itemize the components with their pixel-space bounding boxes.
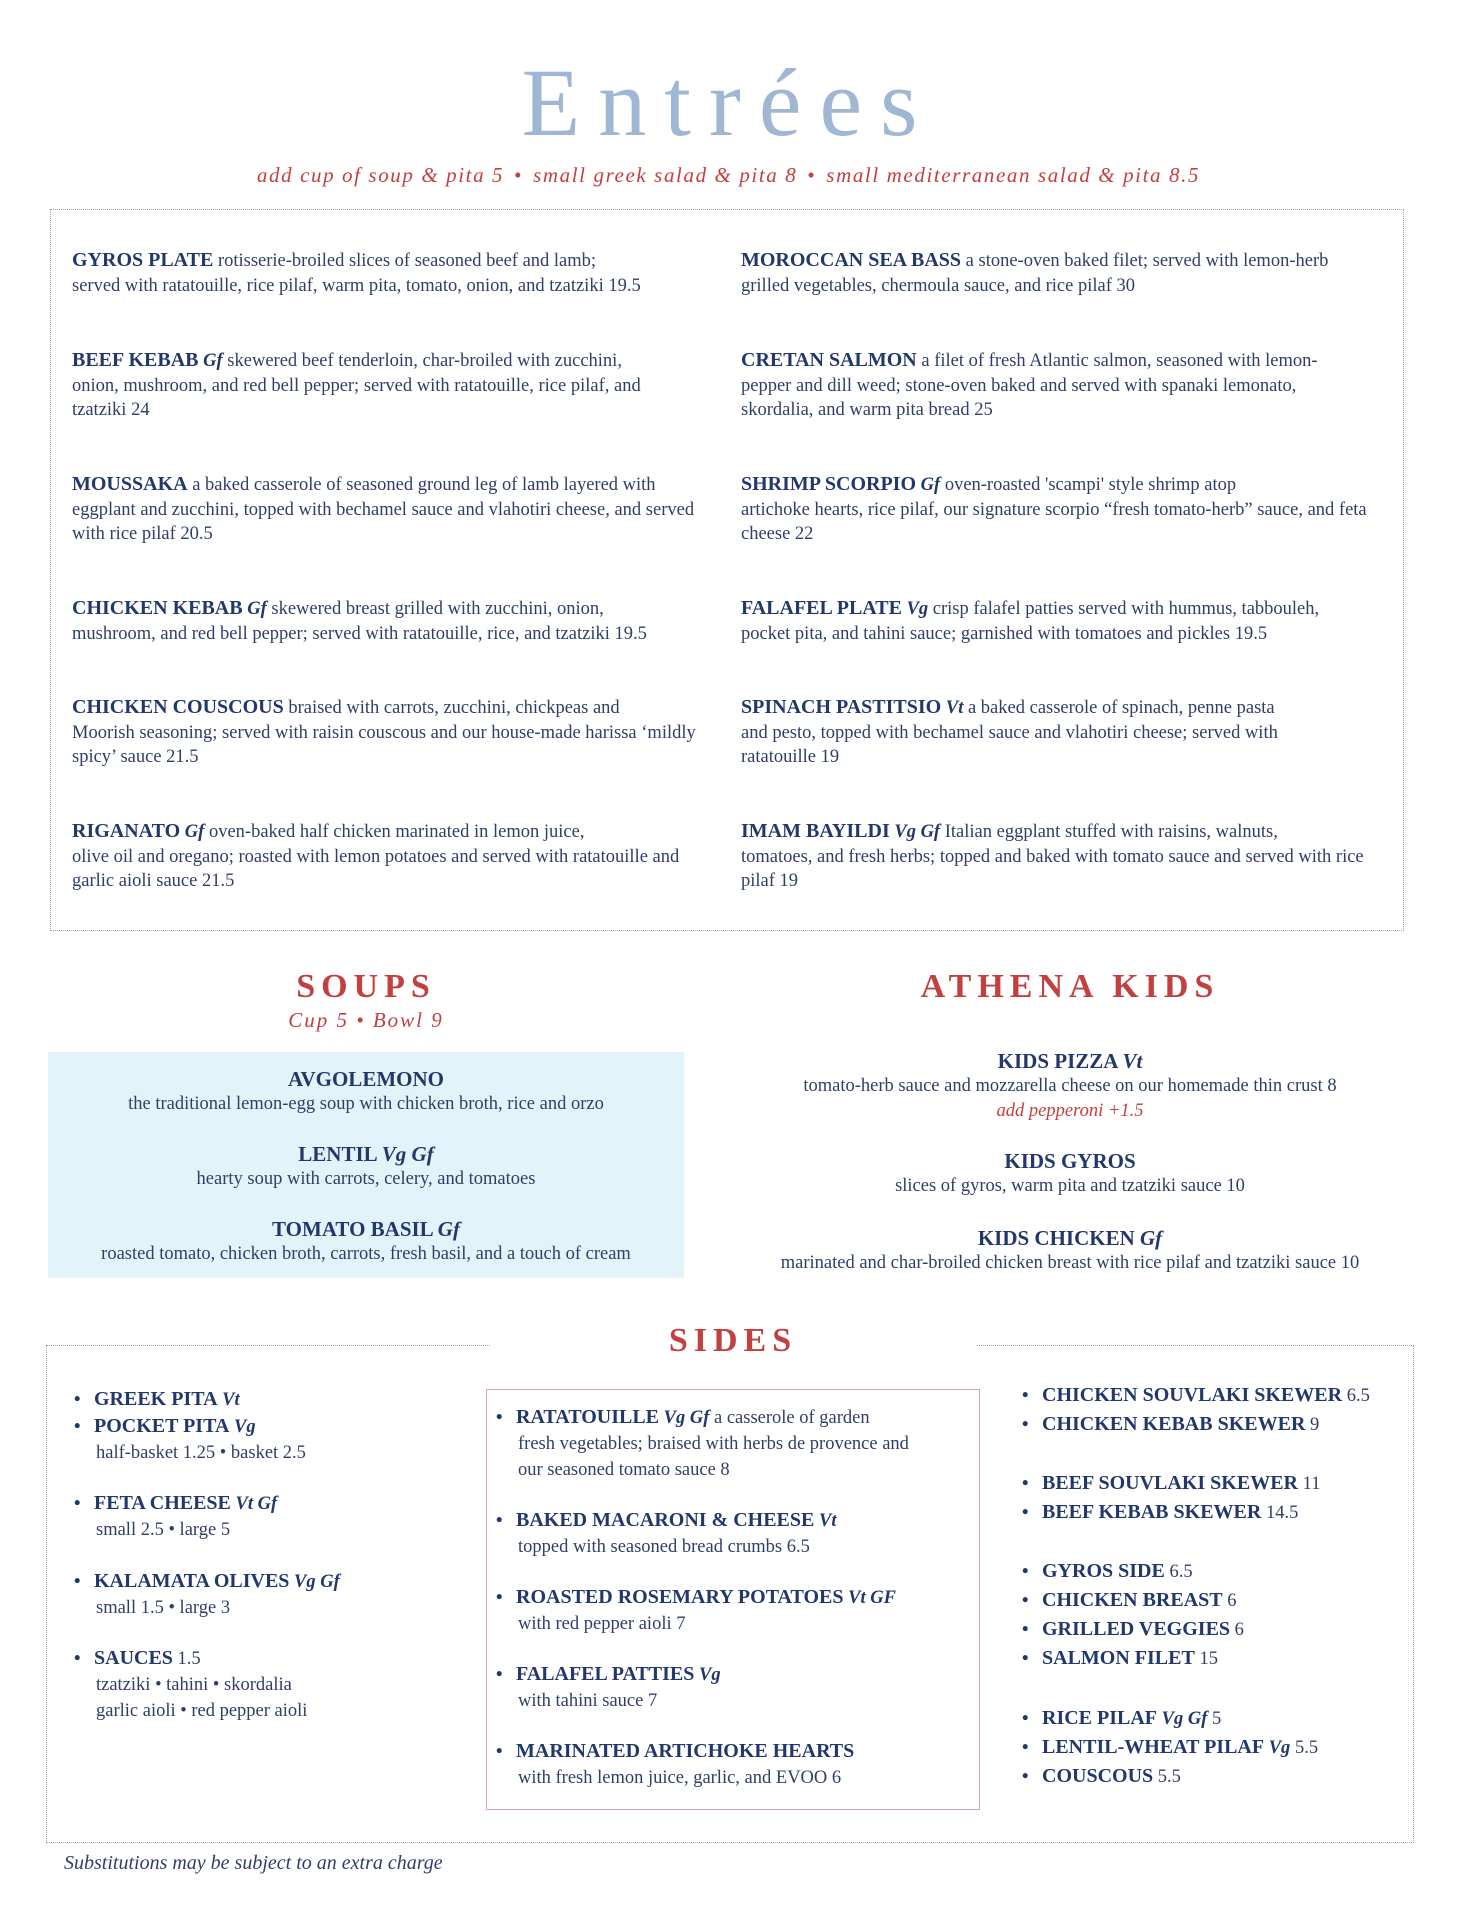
entree-item: IMAM BAYILDI Vg Gf Italian eggplant stuffed with raisins, walnuts, tomatoes, and fresh herbs; topped and baked with tomato sauce and served with rice pilaf 19 — [741, 820, 1364, 891]
kids-item: KIDS GYROS slices of gyros, warm pita and tzatziki sauce 10 — [895, 1149, 1245, 1196]
entree-item: CHICKEN COUSCOUS braised with carrots, zucchini, chickpeas and Moorish seasoning; served with raisin couscous and our house-made harissa ‘mildly spicy’ sauce 21.5 — [72, 696, 696, 767]
side-item: • BAKED MACARONI & CHEESE Vt topped with seasoned bread crumbs 6.5 — [496, 1509, 837, 1557]
kids-item: KIDS PIZZA Vt tomato-herb sauce and mozzarella cheese on our homemade thin crust 8 add pepperoni +1.5 — [803, 1049, 1337, 1121]
soup-item: LENTIL Vg Gf hearty soup with carrots, celery, and tomatoes — [196, 1142, 536, 1189]
side-item: • GREEK PITA Vt — [74, 1388, 240, 1410]
side-item: • FALAFEL PATTIES Vg with tahini sauce 7 — [496, 1663, 721, 1711]
side-item: • SAUCES 1.5 tzatziki • tahini • skordalia garlic aioli • red pepper aioli — [74, 1647, 308, 1721]
addon-item: add cup of soup & pita 5 — [256, 163, 505, 187]
kids-item: KIDS CHICKEN Gf marinated and char-broiled chicken breast with rice pilaf and tzatziki sauce 10 — [780, 1226, 1360, 1273]
side-item: • GRILLED VEGGIES 6 — [1022, 1618, 1244, 1640]
side-item: • SALMON FILET 15 — [1022, 1647, 1218, 1669]
side-item: • RATATOUILLE Vg Gf a casserole of garden fresh vegetables; braised with herbs de provence and our seasoned tomato sauce 8 — [496, 1406, 909, 1480]
side-item: • POCKET PITA Vg half-basket 1.25 • basket 2.5 — [74, 1415, 306, 1463]
sides-heading: SIDES — [668, 1322, 798, 1359]
soups-prices: Cup 5 • Bowl 9 — [288, 1008, 444, 1032]
side-item: • ROASTED ROSEMARY POTATOES Vt GF with red pepper aioli 7 — [496, 1586, 896, 1634]
entree-item: RIGANATO Gf oven-baked half chicken marinated in lemon juice, olive oil and oregano; roasted with lemon potatoes and served with ratatouille and garlic aioli sauce 21.5 — [72, 820, 680, 891]
side-item: • COUSCOUS 5.5 — [1022, 1765, 1181, 1787]
addon-item: small greek salad & pita 8 — [533, 163, 798, 187]
side-item: • CHICKEN KEBAB SKEWER 9 — [1022, 1413, 1320, 1435]
entree-item: FALAFEL PLATE Vg crisp falafel patties served with hummus, tabbouleh, pocket pita, and tahini sauce; garnished with tomatoes and pickles 19.5 — [741, 597, 1320, 644]
side-item: • RICE PILAF Vg Gf 5 — [1022, 1707, 1222, 1729]
side-item: • LENTIL-WHEAT PILAF Vg 5.5 — [1022, 1736, 1319, 1758]
entree-item: MOROCCAN SEA BASS a stone-oven baked filet; served with lemon-herb grilled vegetables, chermoula sauce, and rice pilaf 30 — [741, 249, 1329, 296]
addon-item: small mediterranean salad & pita 8.5 — [826, 163, 1201, 187]
soup-item: AVGOLEMONO the traditional lemon-egg soup with chicken broth, rice and orzo — [128, 1067, 604, 1114]
side-item: • BEEF SOUVLAKI SKEWER 11 — [1022, 1472, 1321, 1494]
side-item: • CHICKEN BREAST 6 — [1022, 1589, 1237, 1611]
entree-item: BEEF KEBAB Gf skewered beef tenderloin, char-broiled with zucchini, onion, mushroom, and red bell pepper; served with ratatouille, rice pilaf, and tzatziki 24 — [72, 349, 641, 420]
entree-item: MOUSSAKA a baked casserole of seasoned ground leg of lamb layered with eggplant and zucchini, topped with bechamel sauce and vlahotiri cheese, and served with rice pilaf 20.5 — [72, 473, 695, 544]
footnote: Substitutions may be subject to an extra charge — [64, 1852, 443, 1874]
side-item: • CHICKEN SOUVLAKI SKEWER 6.5 — [1022, 1384, 1370, 1406]
side-item: • KALAMATA OLIVES Vg Gf small 1.5 • large 3 — [74, 1570, 340, 1618]
addon-options: add cup of soup & pita 5 • small greek salad & pita 8 • small mediterranean salad & pita 8.5 — [256, 163, 1201, 187]
side-item: • GYROS SIDE 6.5 — [1022, 1560, 1193, 1582]
side-item: • MARINATED ARTICHOKE HEARTS with fresh lemon juice, garlic, and EVOO 6 — [496, 1740, 855, 1788]
entree-item: CRETAN SALMON a filet of fresh Atlantic salmon, seasoned with lemon- pepper and dill weed; stone-oven baked and served with spanaki lemonato, skordalia, and warm pita bread 25 — [741, 349, 1318, 420]
entree-item: GYROS PLATE rotisserie-broiled slices of seasoned beef and lamb; served with ratatouille, rice pilaf, warm pita, tomato, onion, and tzatziki 19.5 — [72, 249, 641, 296]
entree-item: CHICKEN KEBAB Gf skewered breast grilled with zucchini, onion, mushroom, and red bell pepper; served with ratatouille, rice, and tzatziki 19.5 — [72, 597, 647, 644]
entree-item: SHRIMP SCORPIO Gf oven-roasted 'scampi' style shrimp atop artichoke hearts, rice pilaf, our signature scorpio “fresh tomato-herb” sauce, and feta cheese 22 — [741, 473, 1367, 544]
soup-item: TOMATO BASIL Gf roasted tomato, chicken broth, carrots, fresh basil, and a touch of cream — [101, 1217, 631, 1264]
soups-heading: SOUPS — [296, 968, 436, 1005]
kids-heading: ATHENA KIDS — [920, 968, 1220, 1005]
soups-panel — [48, 1052, 684, 1278]
side-item: • BEEF KEBAB SKEWER 14.5 — [1022, 1501, 1299, 1523]
side-item: • FETA CHEESE Vt Gf small 2.5 • large 5 — [74, 1492, 278, 1540]
page-title: Entrées — [521, 49, 936, 156]
entree-item: SPINACH PASTITSIO Vt a baked casserole of spinach, penne pasta and pesto, topped with bechamel sauce and vlahotiri cheese; served with ratatouille 19 — [741, 696, 1278, 767]
